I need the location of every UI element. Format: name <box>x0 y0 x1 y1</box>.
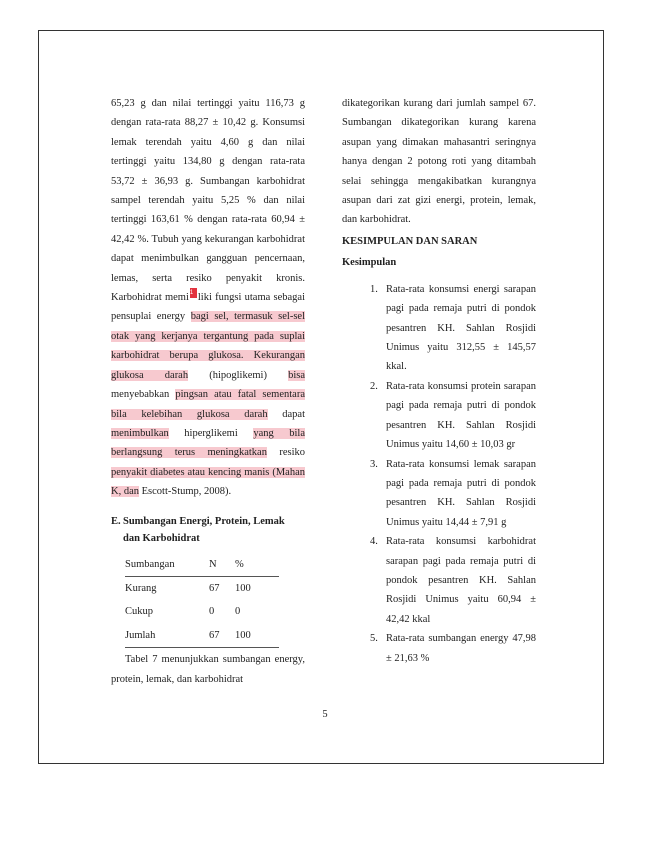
table-cell: Jumlah <box>125 624 209 648</box>
table-header: Sumbangan <box>125 553 209 577</box>
list-item <box>342 532 536 629</box>
table-header: % <box>235 553 279 577</box>
section-title-line2: dan Karbohidrat <box>123 532 200 544</box>
list-number: 5. <box>370 633 378 645</box>
list-number: 4. <box>370 536 378 548</box>
section-heading-e <box>111 513 305 547</box>
body-paragraph <box>111 94 305 502</box>
intro-paragraph: dikategorikan kurang dari jumlah sampel 67. Sumbangan dikategorikan kurang karena asupan yang dimakan mahasantri seringnya hanya dengan 2 potong roti yang ditambah selai sehingga mengakibatkan kurangnya asupan dari zat gizi energi, protein, lemak, dan karbohidrat. <box>342 98 536 226</box>
contribution-table <box>125 553 279 649</box>
table-cell: Cukup <box>125 606 154 618</box>
text-segment: menyebabkan <box>111 389 176 401</box>
list-text: Rata-rata konsumsi lemak sarapan pagi pada remaja putri di pondok pesantren KH. Sahlan Rosjidi Unimus yaitu 14,44 ± 7,91 g <box>386 458 536 528</box>
highlighted-text[interactable]: menimbulkan <box>111 427 169 439</box>
conclusion-list <box>342 280 536 668</box>
list-item <box>342 629 536 668</box>
list-item <box>342 455 536 533</box>
table-row <box>125 576 279 600</box>
list-text: Rata-rata konsumsi karbohidrat sarapan pagi pada remaja putri di pondok pesantren KH. Sahlan Rosjidi Unimus yaitu 60,94 ± 42,42 kkal <box>386 536 536 625</box>
table-row <box>125 600 279 623</box>
table-cell: 67 <box>209 624 235 648</box>
page-number: 5 <box>322 709 328 720</box>
highlighted-text[interactable]: bisa <box>288 369 306 381</box>
text-segment: (hipoglikemi) <box>188 369 289 381</box>
list-number: 3. <box>370 458 378 470</box>
table-row <box>125 624 279 648</box>
highlighted-text[interactable]: penyakit diabetes atau kencing manis (Mahan K, dan <box>111 466 305 498</box>
list-text: Rata-rata konsumsi protein sarapan pagi pada remaja putri di pondok pesantren KH. Sahlan Rosjidi Unimus yaitu 14,60 ± 10,03 gr <box>386 380 536 451</box>
section-number: E. <box>111 515 121 527</box>
table-cell: Kurang <box>125 582 157 594</box>
text-segment: liki fungsi utama sebagai pensuplai energy <box>111 292 305 323</box>
text-segment: hiperglikemi <box>168 427 254 439</box>
list-number: 2. <box>370 380 378 392</box>
table-description: Tabel 7 menunjukkan sumbangan energy, protein, lemak, dan karbohidrat <box>111 654 305 685</box>
text-segment: dapat <box>267 408 305 420</box>
list-text: Rata-rata konsumsi energi sarapan pagi pada remaja putri di pondok pesantren KH. Sahlan Rosjidi Unimus yaitu 312,55 ± 145,57 kkal. <box>386 283 536 373</box>
list-text: Rata-rata sumbangan energy 47,98 ± 21,63 % <box>386 633 536 664</box>
table-cell: 67 <box>209 582 220 594</box>
highlighted-text[interactable]: pingsan atau fatal sementara bila kelebihan glukosa darah <box>111 389 305 420</box>
table-cell: 0 <box>209 606 215 618</box>
table-cell: 100 <box>235 582 251 594</box>
list-item <box>342 377 536 455</box>
table-cell: 100 <box>235 624 279 648</box>
list-number: 1. <box>370 283 378 295</box>
text-segment: Escott-Stump, 2008). <box>139 486 232 498</box>
left-column <box>111 94 305 689</box>
highlighted-text[interactable]: yang bila berlangsung terus meningkatkan <box>111 427 306 459</box>
table-header-row <box>125 553 279 577</box>
right-column <box>342 94 536 668</box>
list-item <box>342 280 536 377</box>
comment-marker-icon[interactable]: 1 <box>190 288 197 298</box>
conclusion-heading: KESIMPULAN DAN SARAN <box>342 235 478 247</box>
table-header: N <box>209 553 235 577</box>
table-cell: 0 <box>235 606 241 618</box>
highlighted-text[interactable]: bagi sel, termasuk sel-sel otak yang kerjanya tergantung pada suplai karbohidrat berupa glukosa. Kekurangan glukosa darah <box>111 311 305 381</box>
conclusion-subheading: Kesimpulan <box>342 256 397 268</box>
text-segment: resiko <box>266 447 305 459</box>
text-segment: 65,23 g dan nilai tertinggi yaitu 116,73 g dengan rata-rata 88,27 ± 10,42 g. Konsumsi lemak terendah yaitu 4,60 g dan nilai tertinggi yaitu 134,80 g dengan rata-rata 53,72 ± 36,93 g. Sumbangan karbohidrat sampel terendah yaitu 5,25 % dan nilai tertinggi 163,61 % dengan rata-rata 60,94 ± 42,42 %. Tubuh yang kekurangan karbohidrat dapat menimbulkan gangguan pencernaan, lemas, serta resiko penyakit kronis. Karbohidrat memi <box>111 98 305 304</box>
section-title-line1: Sumbangan Energi, Protein, Lemak <box>123 515 285 527</box>
